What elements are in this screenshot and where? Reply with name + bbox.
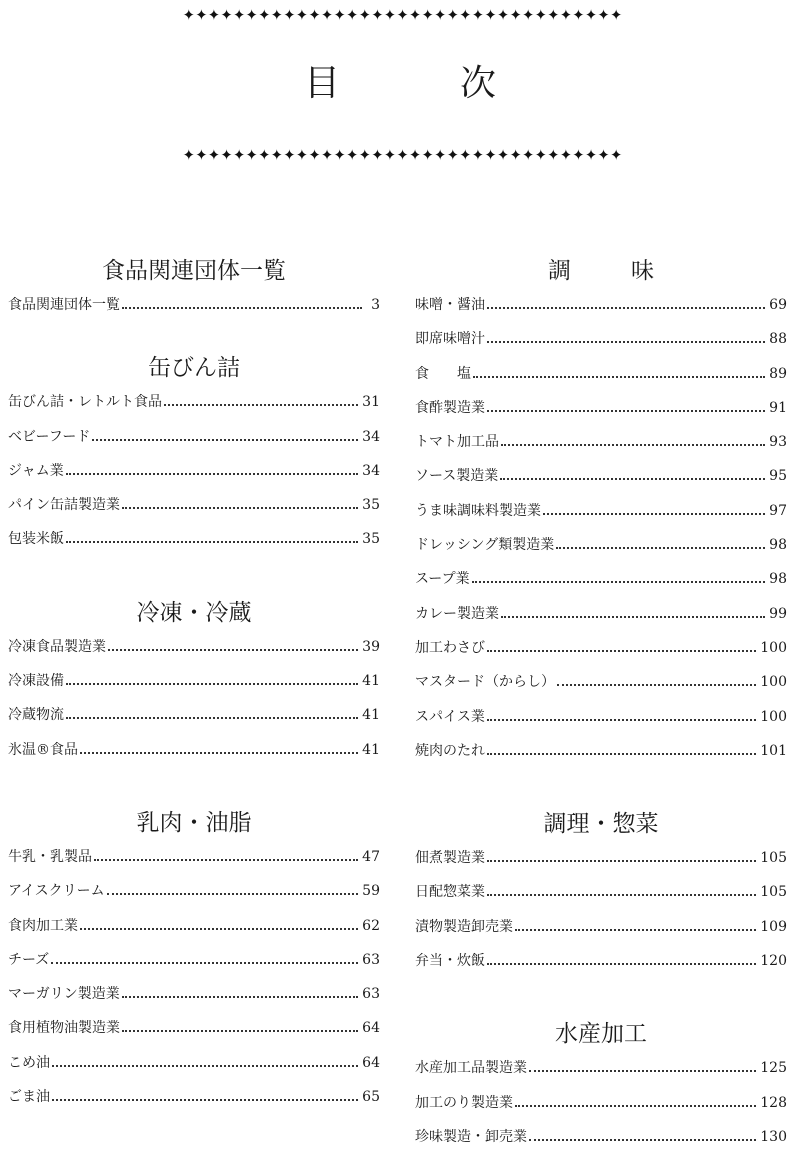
page-number: 63 <box>362 951 380 968</box>
page-title: 目次 <box>303 63 616 104</box>
section-heading: 乳肉・油脂 <box>136 809 252 836</box>
toc-entry[interactable] <box>415 882 787 916</box>
toc-entry[interactable] <box>8 705 380 739</box>
toc-entry[interactable] <box>415 1093 787 1127</box>
entry-label: 缶びん詰・レトルト食品 <box>8 394 162 411</box>
toc-entry[interactable] <box>415 535 787 569</box>
ornament-bottom: ✦✦✦✦✦✦✦✦✦✦✦✦✦✦✦✦✦✦✦✦✦✦✦✦✦✦✦✦✦✦✦✦✦✦✦ <box>182 146 623 164</box>
toc-entry[interactable] <box>8 740 380 774</box>
page-number: 105 <box>760 850 787 867</box>
toc-entry[interactable] <box>8 671 380 705</box>
page-number: 128 <box>760 1094 787 1111</box>
dot-leader <box>94 847 358 861</box>
page-number: 99 <box>769 605 787 622</box>
toc-section <box>8 357 380 563</box>
entry-label: 牛乳・乳製品 <box>8 848 92 865</box>
dot-leader <box>515 1093 756 1107</box>
entry-label: 食肉加工業 <box>8 917 78 934</box>
toc-entry[interactable] <box>8 950 380 984</box>
toc-entry[interactable] <box>415 398 787 432</box>
entry-label: 珍味製造・卸売業 <box>415 1128 527 1145</box>
dot-leader <box>52 1087 358 1101</box>
entry-label: 水産加工品製造業 <box>415 1060 527 1077</box>
entry-label: 加工わさび <box>415 639 485 656</box>
toc-section <box>415 260 787 775</box>
page-number: 93 <box>769 434 787 451</box>
page-number: 3 <box>371 297 380 313</box>
page-number: 64 <box>362 1020 380 1037</box>
dot-leader <box>501 432 765 446</box>
page-number: 100 <box>760 639 787 656</box>
page-number: 88 <box>769 331 787 348</box>
toc-entry[interactable] <box>415 466 787 500</box>
dot-leader <box>487 707 756 721</box>
section-heading: 食品関連団体一覧 <box>102 258 286 284</box>
dot-leader <box>487 741 756 755</box>
toc-entry[interactable] <box>8 1087 380 1121</box>
entry-label: 加工のり製造業 <box>415 1094 513 1111</box>
section-heading: 調味 <box>548 258 714 284</box>
dot-leader <box>487 295 765 309</box>
page-number: 47 <box>362 848 380 865</box>
page-number: 91 <box>769 399 787 416</box>
page-number: 100 <box>760 708 787 725</box>
dot-leader <box>66 529 358 543</box>
dot-leader <box>66 461 358 475</box>
toc-entry[interactable] <box>8 916 380 950</box>
toc-entry[interactable] <box>415 569 787 603</box>
entry-label: ソース製造業 <box>415 468 499 485</box>
entry-label: スパイス業 <box>415 708 485 725</box>
dot-leader <box>122 984 358 998</box>
entry-label: アイスクリーム <box>8 883 105 900</box>
entry-label: 包装米飯 <box>8 531 64 548</box>
dot-leader <box>487 882 756 896</box>
entry-label: チーズ <box>8 951 50 968</box>
toc-entry[interactable] <box>8 427 380 461</box>
page-number: 41 <box>362 673 380 690</box>
page-number: 34 <box>362 462 380 479</box>
page-number: 69 <box>769 297 787 313</box>
section-heading: 冷凍・冷蔵 <box>136 599 252 626</box>
dot-leader <box>501 604 765 618</box>
page-number: 62 <box>362 917 380 934</box>
page-number: 31 <box>362 394 380 411</box>
dot-leader <box>52 1053 358 1067</box>
dot-leader <box>543 501 765 515</box>
page-number: 97 <box>769 502 787 519</box>
entry-label: うま味調味料製造業 <box>415 502 541 519</box>
page-number: 105 <box>760 884 787 901</box>
dot-leader <box>472 569 766 583</box>
toc-entry[interactable] <box>8 295 380 329</box>
section-heading: 調理・惣菜 <box>543 811 659 838</box>
page-number: 98 <box>769 571 787 588</box>
dot-leader <box>122 495 358 509</box>
toc-left-column <box>8 250 380 1121</box>
page-number: 100 <box>760 674 787 691</box>
toc-entry[interactable] <box>415 295 787 329</box>
toc-entry[interactable] <box>415 501 787 535</box>
dot-leader <box>487 329 765 343</box>
toc-section <box>8 599 380 774</box>
dot-leader <box>529 1058 756 1072</box>
page-number: 59 <box>362 883 380 900</box>
toc-entry[interactable] <box>415 638 787 672</box>
entry-label: 日配惣菜業 <box>415 884 485 901</box>
entry-label: トマト加工品 <box>415 434 499 451</box>
dot-leader <box>557 672 756 686</box>
entry-label: マスタード（からし） <box>415 674 555 691</box>
page-number: 125 <box>760 1060 787 1077</box>
entry-label: マーガリン製造業 <box>8 986 120 1003</box>
entry-label: こめ油 <box>8 1054 50 1071</box>
dot-leader <box>80 916 358 930</box>
page-number: 35 <box>362 497 380 514</box>
dot-leader <box>51 950 358 964</box>
entry-label: ごま油 <box>8 1089 50 1106</box>
dot-leader <box>122 295 362 309</box>
entry-label: ベビーフード <box>8 428 91 445</box>
toc-entry[interactable] <box>8 529 380 563</box>
dot-leader <box>473 364 765 378</box>
toc-entry[interactable] <box>8 392 380 426</box>
dot-leader <box>92 427 358 441</box>
page-number: 35 <box>362 531 380 548</box>
dot-leader <box>487 848 756 862</box>
ornament-top: ✦✦✦✦✦✦✦✦✦✦✦✦✦✦✦✦✦✦✦✦✦✦✦✦✦✦✦✦✦✦✦✦✦✦✦ <box>182 6 623 24</box>
entry-label: 食用植物油製造業 <box>8 1020 120 1037</box>
page-number: 63 <box>362 986 380 1003</box>
entry-label: 冷蔵物流 <box>8 707 64 724</box>
toc-entry[interactable] <box>415 432 787 466</box>
entry-label: 冷凍食品製造業 <box>8 638 106 655</box>
dot-leader <box>66 705 358 719</box>
toc-entry[interactable] <box>415 951 787 985</box>
page-number: 34 <box>362 428 380 445</box>
toc-entry[interactable] <box>8 881 380 915</box>
dot-leader <box>487 638 756 652</box>
entry-label: 冷凍設備 <box>8 673 64 690</box>
entry-label: 食酢製造業 <box>415 399 485 416</box>
entry-label: 食 塩 <box>415 365 471 382</box>
dot-leader <box>66 671 358 685</box>
dot-leader <box>107 881 359 895</box>
entry-label: カレー製造業 <box>415 605 499 622</box>
dot-leader <box>80 740 358 754</box>
dot-leader <box>487 398 765 412</box>
page-number: 95 <box>769 468 787 485</box>
page-number: 41 <box>362 741 380 758</box>
toc-entry[interactable] <box>415 364 787 398</box>
toc-entry[interactable] <box>8 1053 380 1087</box>
section-heading: 水産加工 <box>555 1021 647 1048</box>
toc-section <box>415 1023 787 1161</box>
dot-leader <box>108 637 358 651</box>
entry-label: 佃煮製造業 <box>415 850 485 867</box>
toc-entry[interactable] <box>415 1058 787 1092</box>
entry-label: 焼肉のたれ <box>415 742 485 759</box>
toc-section <box>8 809 380 1121</box>
toc-entry[interactable] <box>8 1018 380 1052</box>
entry-label: パイン缶詰製造業 <box>8 497 120 514</box>
toc-entry[interactable] <box>8 461 380 495</box>
dot-leader <box>487 951 756 965</box>
page-number: 65 <box>362 1089 380 1106</box>
toc-entry[interactable] <box>415 672 787 706</box>
toc-section <box>8 260 380 329</box>
page-number: 101 <box>760 742 787 759</box>
dot-leader <box>556 535 765 549</box>
toc-entry[interactable] <box>8 984 380 1018</box>
entry-label: ドレッシング類製造業 <box>415 537 555 554</box>
entry-label: ジャム業 <box>8 462 64 479</box>
toc-entry[interactable] <box>415 329 787 363</box>
toc-entry[interactable] <box>8 495 380 529</box>
entry-label: 即席味噌汁 <box>415 331 485 348</box>
dot-leader <box>515 917 756 931</box>
toc-right-column <box>415 250 787 1161</box>
entry-label: 弁当・炊飯 <box>415 953 485 970</box>
entry-label: 氷温®食品 <box>8 741 78 758</box>
page-number: 98 <box>769 537 787 554</box>
toc-entry[interactable] <box>415 1127 787 1161</box>
page-number: 120 <box>760 953 787 970</box>
page-number: 130 <box>760 1128 787 1145</box>
entry-label: 食品関連団体一覧 <box>8 297 120 313</box>
toc-entry[interactable] <box>415 707 787 741</box>
toc-entry[interactable] <box>415 741 787 775</box>
toc-entry[interactable] <box>8 847 380 881</box>
toc-entry[interactable] <box>8 637 380 671</box>
toc-entry[interactable] <box>415 917 787 951</box>
page-number: 64 <box>362 1054 380 1071</box>
page-number: 41 <box>362 707 380 724</box>
page-number: 109 <box>760 918 787 935</box>
toc-entry[interactable] <box>415 848 787 882</box>
page-number: 39 <box>362 638 380 655</box>
section-heading: 缶びん詰 <box>148 355 240 382</box>
page-number: 89 <box>769 365 787 382</box>
dot-leader <box>500 466 765 480</box>
entry-label: 漬物製造卸売業 <box>415 918 513 935</box>
toc-entry[interactable] <box>415 604 787 638</box>
entry-label: スープ業 <box>415 571 470 588</box>
dot-leader <box>164 392 358 406</box>
dot-leader <box>122 1018 358 1032</box>
entry-label: 味噌・醤油 <box>415 297 485 313</box>
toc-section <box>415 813 787 985</box>
